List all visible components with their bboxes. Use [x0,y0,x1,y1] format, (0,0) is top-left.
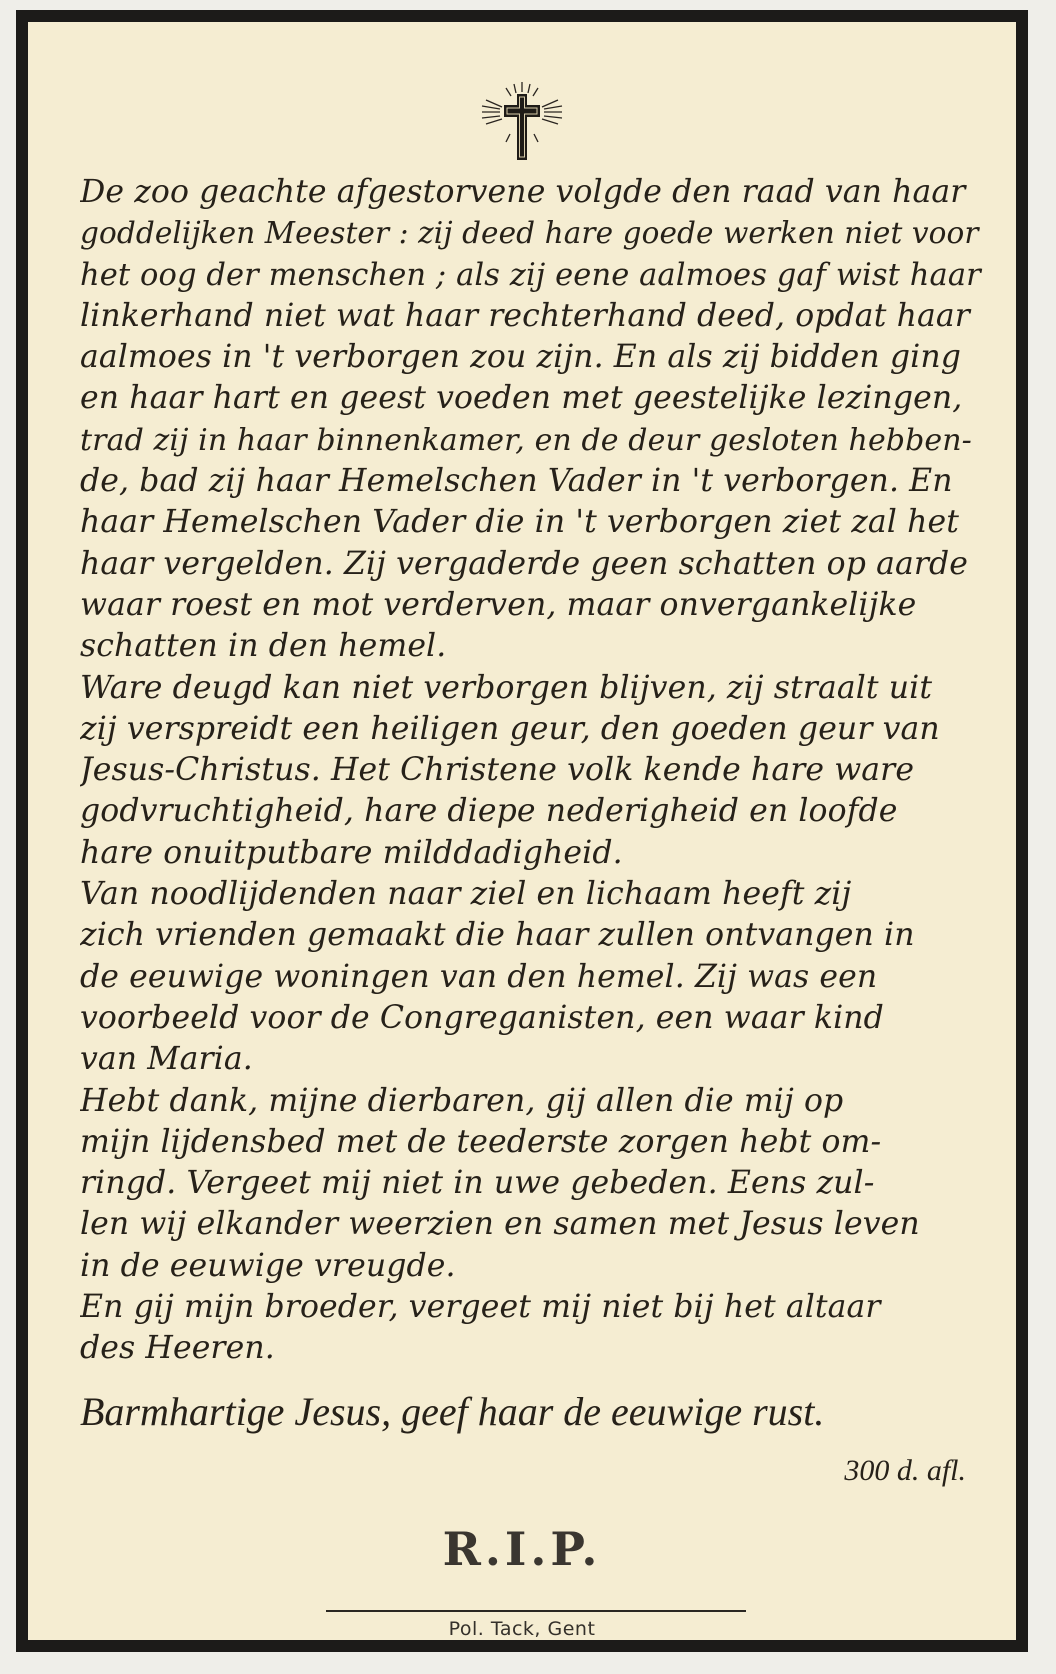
text-line: Van noodlijdenden naar ziel en lichaam heeft zij [80,876,852,913]
text-line: aalmoes in 't verborgen zou zijn. En als zij bidden ging [80,339,961,376]
text-line: haar vergelden. Zij vergaderde geen schatten op aarde [80,545,969,582]
text-line: voorbeeld voor de Congreganisten, een waar kind [80,999,884,1036]
divider-line [326,1610,746,1612]
text-line: de eeuwige woningen van den hemel. Zij was een [80,958,878,995]
memorial-card [16,10,1028,1652]
text-line: len wij elkander weerzien en samen met Jesus leven [80,1206,920,1243]
text-line: het oog der menschen ; als zij eene aalmoes gaf wist haar [80,257,981,293]
text-line: van Maria. [80,1041,253,1078]
text-line: trad zij in haar binnenkamer, en de deur gesloten hebben- [80,422,972,458]
text-line: waar roest en mot verderven, maar onvergankelijke [80,586,917,623]
text-line: in de eeuwige vreugde. [80,1247,456,1284]
cross-ornament [28,76,1016,176]
memorial-text [80,172,985,1370]
indulgence-note: 300 d. afl. [844,1454,966,1487]
prayer-line: Barmhartige Jesus, geef haar de eeuwige rust. [80,1389,825,1434]
printer-credit: Pol. Tack, Gent [448,1618,596,1640]
text-line: En gij mijn broeder, vergeet mij niet bij het altaar [80,1289,881,1326]
text-line: De zoo geachte afgestorvene volgde den raad van haar [80,174,966,210]
text-line: Ware deugd kan niet verborgen blijven, zij straalt uit [80,669,933,706]
text-line: haar Hemelschen Vader die in 't verborgen ziet zal het [80,504,959,541]
text-line: ringd. Vergeet mij niet in uwe gebeden. Eens zul- [80,1165,875,1202]
rip-heading: R.I.P. [442,1522,602,1576]
text-line: zij verspreidt een heiligen geur, den goeden geur van [80,710,940,747]
text-line: en haar hart en geest voeden met geestelijke lezingen, [80,380,963,417]
text-line: Hebt dank, mijne dierbaren, gij allen die mij op [80,1082,844,1119]
text-line: Jesus-Christus. Het Christene volk kende hare ware [80,752,915,789]
text-line: de, bad zij haar Hemelschen Vader in 't verborgen. En [80,463,953,500]
text-line: goddelijken Meester : zij deed hare goede werken niet voor [80,216,979,251]
text-line: mijn lijdensbed met de teederste zorgen hebt om- [80,1123,882,1160]
text-line: linkerhand niet wat haar rechterhand deed, opdat haar [80,297,970,334]
radiant-cross-icon [474,76,570,172]
text-line: godvruchtigheid, hare diepe nederigheid en loofde [80,793,898,830]
text-line: zich vrienden gemaakt die haar zullen ontvangen in [80,917,915,954]
text-line: schatten in den hemel. [80,628,447,665]
text-line: des Heeren. [80,1330,275,1367]
text-line: hare onuitputbare milddadigheid. [80,834,623,871]
